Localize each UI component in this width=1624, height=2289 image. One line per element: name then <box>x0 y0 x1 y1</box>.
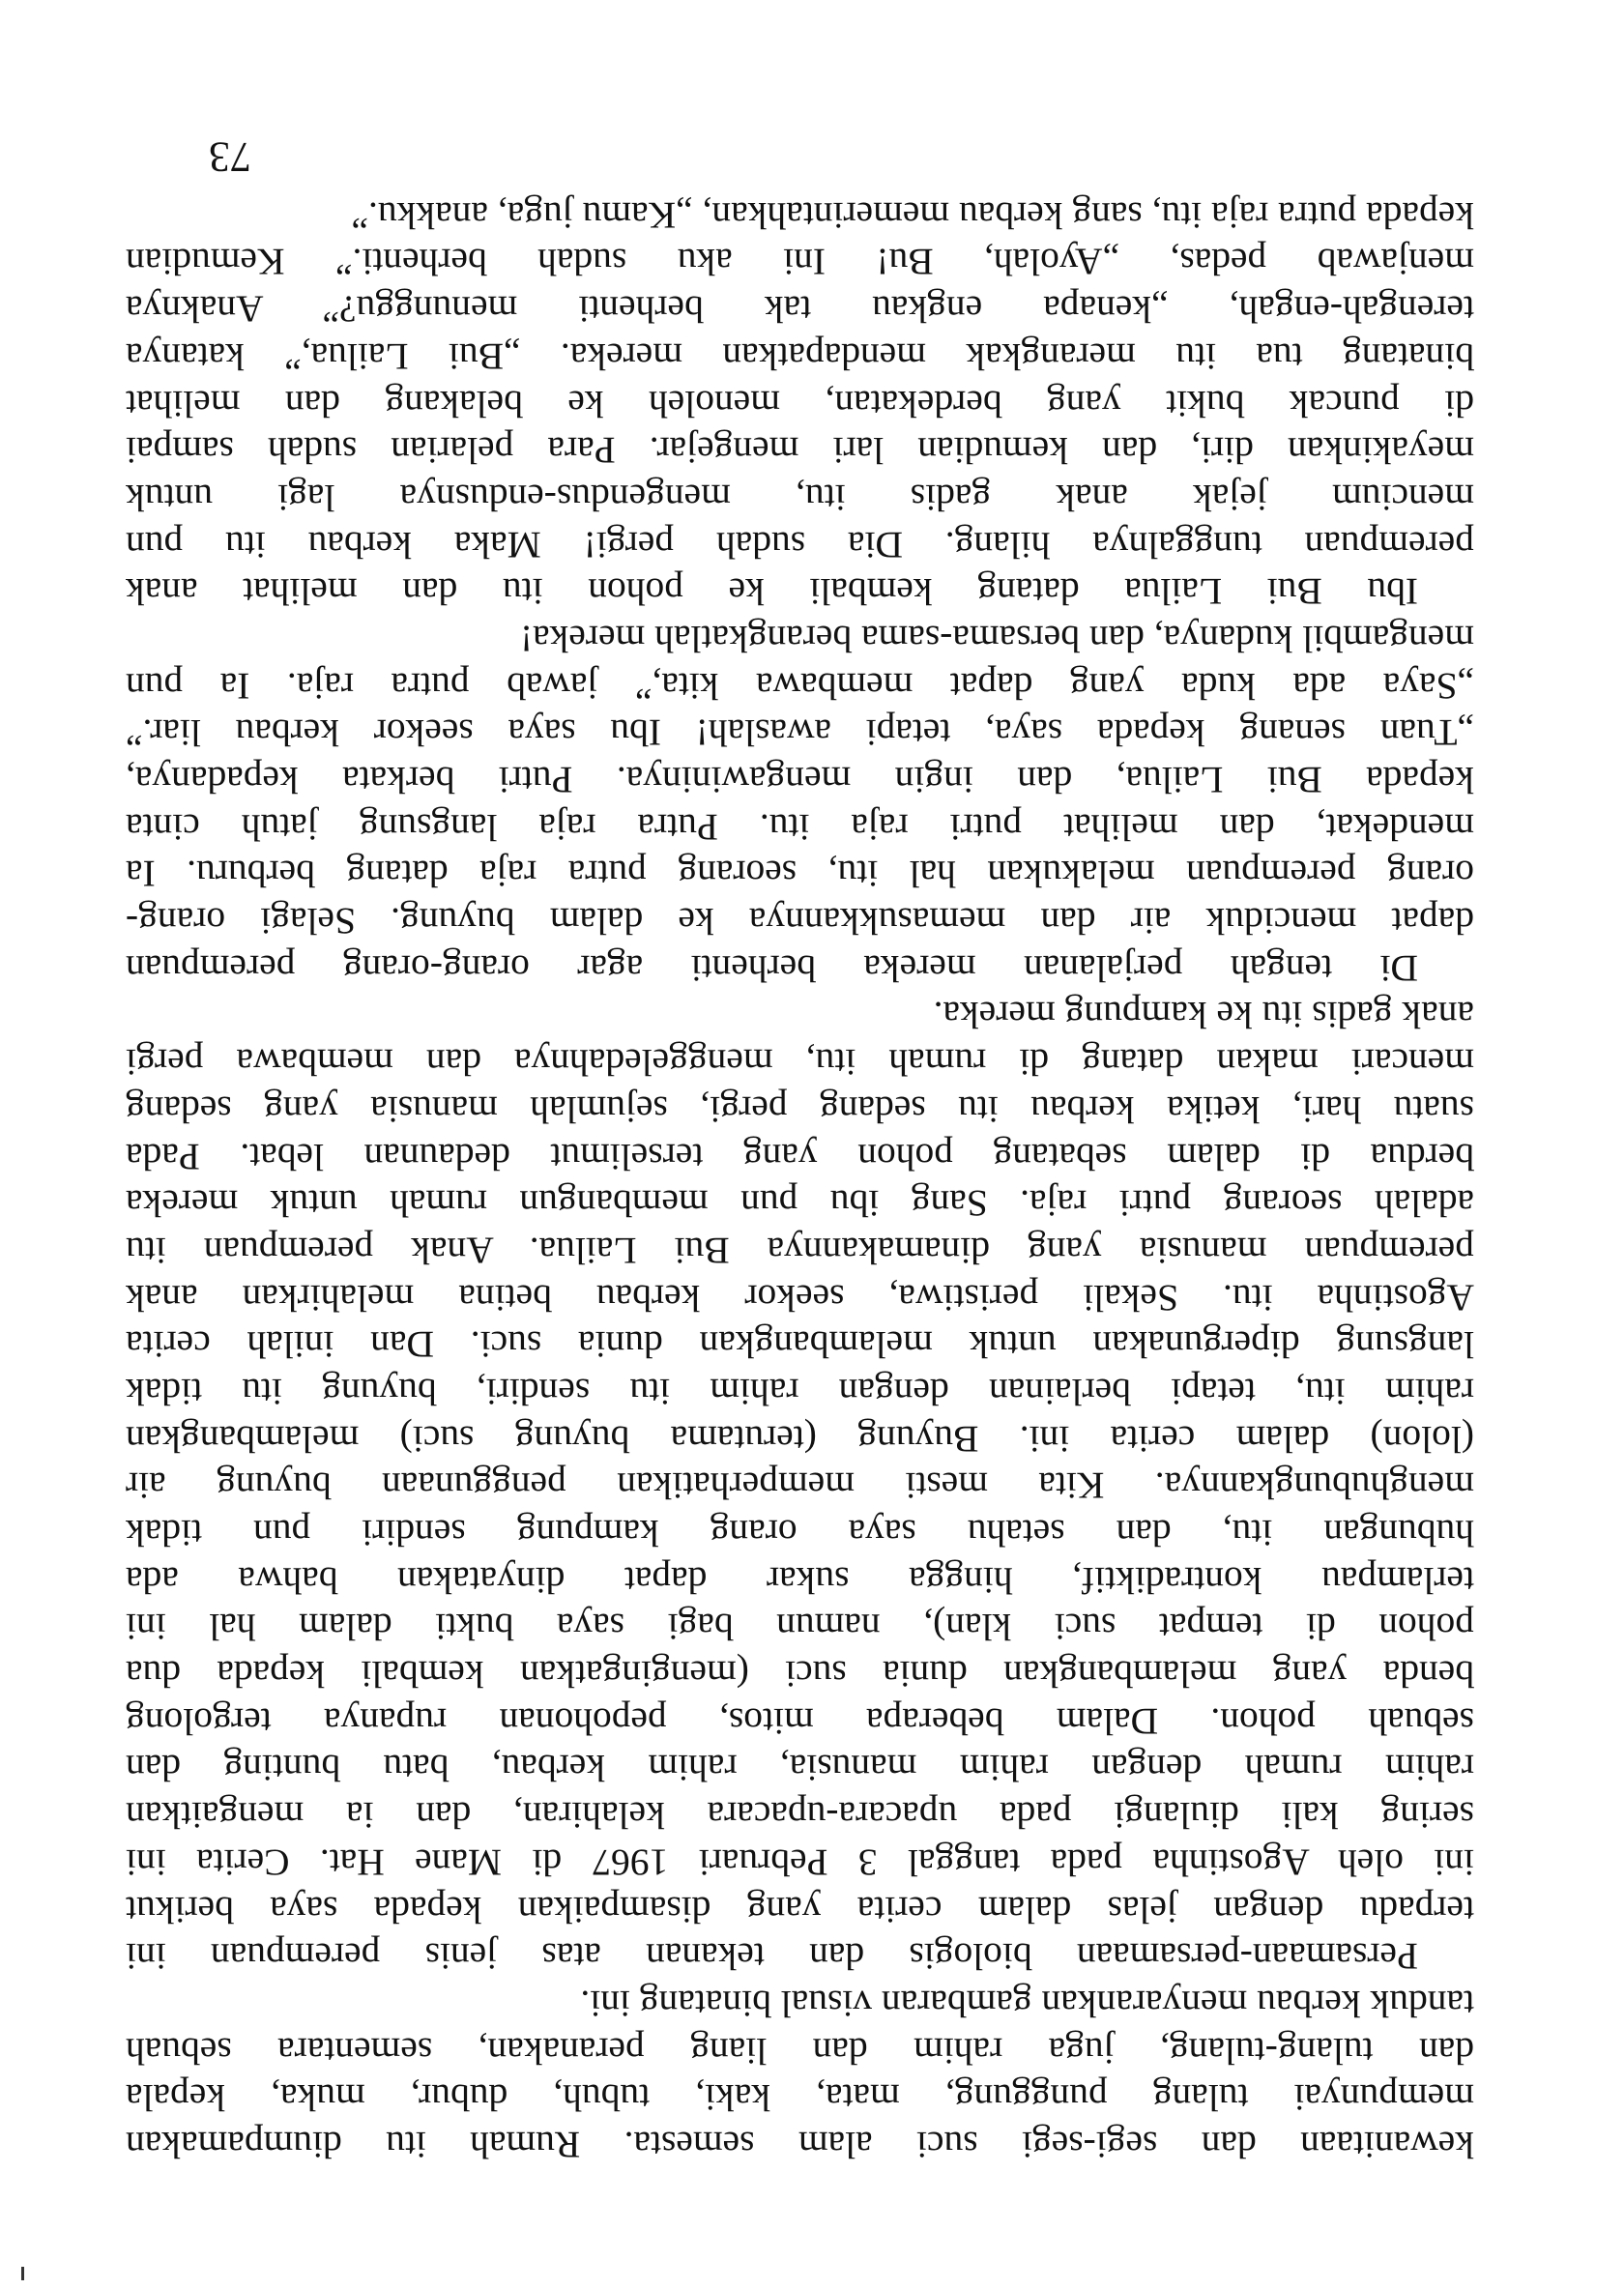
text-line: Di tengah perjalanan mereka berhenti agar orang-orang perempuan <box>126 946 1418 990</box>
text-line: terpadu dengan jelas dalam cerita yang disampaikan kepada saya berikut <box>126 1888 1474 1931</box>
text-line: mencari makan datang di rumah itu, menggeledahnya dan membawa pergi <box>126 1041 1474 1085</box>
text-line: kewanitaan dan segi-segi suci alam semesta. Rumah itu diumpamakan <box>126 2124 1474 2166</box>
text-line: benda yang melambangkan dunia suci (mengingatkan kembali kepada dua <box>126 1653 1474 1696</box>
text-line: mencium jejak anak gadis itu, mengendus-endusnya lagi untuk <box>126 476 1474 519</box>
text-line: „Saya ada kuda yang dapat membawa kita,” jawab putra raja. Ia pun <box>126 664 1474 708</box>
text-line: mengambil kudanya, dan bersama-sama berangkatlah mereka! <box>519 618 1474 660</box>
text-line: sebuah pohon. Dalam beberapa mitos, pepohonan rupanya tergolong <box>126 1699 1474 1743</box>
text-line: langsung dipergunakan untuk melambangkan dunia suci. Dan inilah cerita <box>126 1323 1474 1367</box>
text-line: Agostinha itu. Sekali peristiwa, seekor kerbau betina melahirkan anak <box>126 1276 1474 1319</box>
text-line: kepada Bui Lailua, dan ingin mengawininya. Putri berkata kepadanya, <box>126 759 1474 802</box>
text-line: adalah seorang putri raja. Sang ibu pun membangun rumah untuk mereka <box>126 1182 1474 1226</box>
text-line: dapat menciduk air dan memasukkannya ke dalam buyung. Selagi orang- <box>126 900 1474 943</box>
text-line: rahim itu, tetapi berlainan dengan rahim itu sendiri, buyung itu tidak <box>126 1371 1474 1413</box>
text-line: ini oleh Agostinha pada tanggal 3 Pebruari 1967 di Mane Hat. Cerita ini <box>126 1840 1474 1884</box>
text-line: perempuan manusia yang dinamakannya Bui Lailua. Anak perempuan itu <box>126 1229 1474 1272</box>
text-line: rahim rumah dengan rahim manusia, rahim kerbau, batu bunting dan <box>126 1747 1474 1790</box>
text-line: terlampau kontradiktif, hingga sukar dapat dinyatakan bahwa ada <box>126 1558 1474 1602</box>
text-line: perempuan tunggalnya hilang. Dia sudah pergi! Maka kerbau itu pun <box>126 523 1474 566</box>
text-line: „Tuan senang kepada saya, tetapi awaslah! Ibu saya seekor kerbau liar.” <box>126 711 1474 755</box>
body-text <box>126 191 1474 2168</box>
page-number: 73 <box>209 133 251 181</box>
text-line: anak gadis itu ke kampung mereka. <box>933 994 1474 1037</box>
text-line: menghubungkannya. Kita mesti memperhatikan penggunaan buyung air <box>126 1464 1474 1508</box>
text-line: berdua di dalam sebatang pohon yang terselimut dedaunan lebat. Pada <box>126 1135 1474 1178</box>
text-line: sering kali diulangi pada upacara-upacara kelahiran, dan ia mengaitkan <box>126 1794 1474 1838</box>
text-line: dan tulang-tulang, juga rahim dan liang peranakan, sementara sebuah <box>126 2029 1474 2072</box>
text-line: terengah-engah, „kenapa engkau tak berhenti menunggu?” Anaknya <box>126 288 1474 332</box>
scan-mark <box>21 2267 24 2280</box>
text-line: pohon di tempat suci klan), namun bagi saya bukti dalam hal ini <box>126 1606 1474 1649</box>
text-line: hubungan itu, dan setahu saya orang kampung sendiri pun tidak <box>126 1512 1474 1555</box>
text-line: suatu hari, ketika kerbau itu sedang pergi, sejumlah manusia yang sedang <box>126 1087 1474 1131</box>
text-line: tanduk kerbau menyarankan gambaran visual binatang ini. <box>580 1982 1474 2025</box>
text-line: mendekat, dan melihat putri raja itu. Putra raja langsung jatuh cinta <box>126 805 1474 849</box>
text-line: (lolon) dalam cerita ini. Buyung (terutama buyung suci) melambangkan <box>126 1417 1474 1461</box>
text-line: kepada putra raja itu, sang kerbau memerintahkan, „Kamu juga, anakku.” <box>351 193 1474 237</box>
text-line: meyakinkan diri, dan kemudian lari mengejar. Para pelarian sudah sampai <box>126 429 1474 473</box>
text-line: binatang tua itu merangkak mendapatkan mereka. „Bui Lailua,” katanya <box>126 334 1474 378</box>
text-line: Persamaan-persamaan biologis dan tekanan atas jenis perempuan ini <box>126 1935 1418 1979</box>
text-line: mempunyai tulang punggung, mata, kaki, tubuh, dubur, muka, kepala <box>126 2076 1474 2120</box>
text-line: di puncak bukit yang berdekatan, menoleh ke belakang dan melihat <box>126 382 1474 425</box>
text-line: Ibu Bui Lailua datang kembali ke pohon itu dan melihat anak <box>126 570 1418 614</box>
text-line: orang perempuan melakukan hal itu, seorang putra raja datang berburu. Ia <box>126 853 1474 896</box>
text-line: menjawab pedas, „Ayolah, Bu! Ini aku sudah berhenti.” Kemudian <box>126 241 1474 284</box>
